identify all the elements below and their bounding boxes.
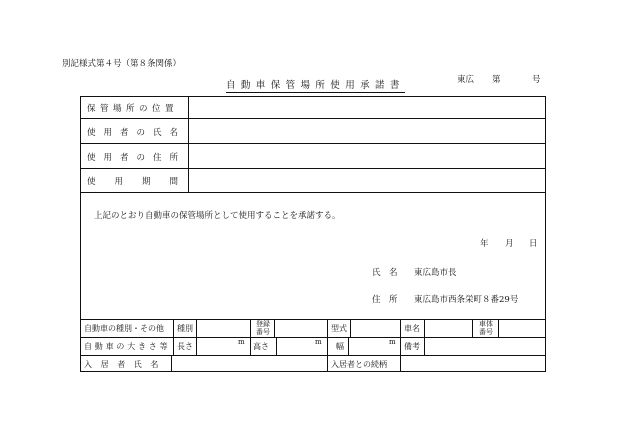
date-year: 年 bbox=[480, 239, 489, 249]
document-title: 自動車保管場所使用承諾書 bbox=[226, 80, 405, 91]
length-label: 長さ bbox=[177, 342, 193, 351]
vehicle-body-label: 車体 番号 bbox=[479, 320, 493, 336]
vehicle-type-label: 自動車の種別・その他 bbox=[84, 324, 164, 333]
date-month: 月 bbox=[505, 239, 514, 249]
vehicle-model-label: 型式 bbox=[331, 324, 347, 333]
signer-address-label: 住 所 bbox=[372, 295, 398, 305]
form-caption: 別記様式第４号（第８条関係） bbox=[62, 59, 182, 69]
height-label: 高さ bbox=[253, 342, 269, 351]
signer-name-value: 東広島市長 bbox=[414, 268, 457, 278]
doc-number-mid: 第 bbox=[492, 75, 501, 85]
signer-name-label: 氏 名 bbox=[372, 268, 398, 278]
doc-number-prefix: 東広 bbox=[457, 75, 475, 85]
date-day: 日 bbox=[529, 239, 538, 249]
vehicle-kind-label: 種別 bbox=[177, 324, 193, 333]
length-unit: m bbox=[238, 338, 245, 346]
width-label: 幅 bbox=[336, 342, 344, 351]
width-unit: m bbox=[389, 338, 396, 346]
resident-relation-label: 入居者との続柄 bbox=[331, 360, 387, 369]
consent-statement: 上記のとおり自動車の保管場所として使用することを承諾する。 bbox=[94, 211, 341, 221]
signer-address-value: 東広島市西条栄町８番29号 bbox=[414, 295, 519, 305]
row-location-label: 保管場所の位置 bbox=[87, 104, 179, 114]
vehicle-name-label: 車名 bbox=[404, 324, 420, 333]
vehicle-reg-label: 登録 番号 bbox=[256, 320, 270, 336]
size-label: 自動車の大きさ等 bbox=[84, 342, 171, 351]
height-unit: m bbox=[315, 338, 322, 346]
remarks-label: 備考 bbox=[404, 342, 420, 351]
row-period-label: 使用期間 bbox=[87, 177, 198, 187]
resident-name-label: 入居者氏名 bbox=[84, 360, 167, 369]
row-user-address-label: 使用者の住所 bbox=[87, 153, 187, 163]
doc-number-suffix: 号 bbox=[532, 75, 541, 85]
row-user-name-label: 使用者の氏名 bbox=[87, 128, 187, 138]
